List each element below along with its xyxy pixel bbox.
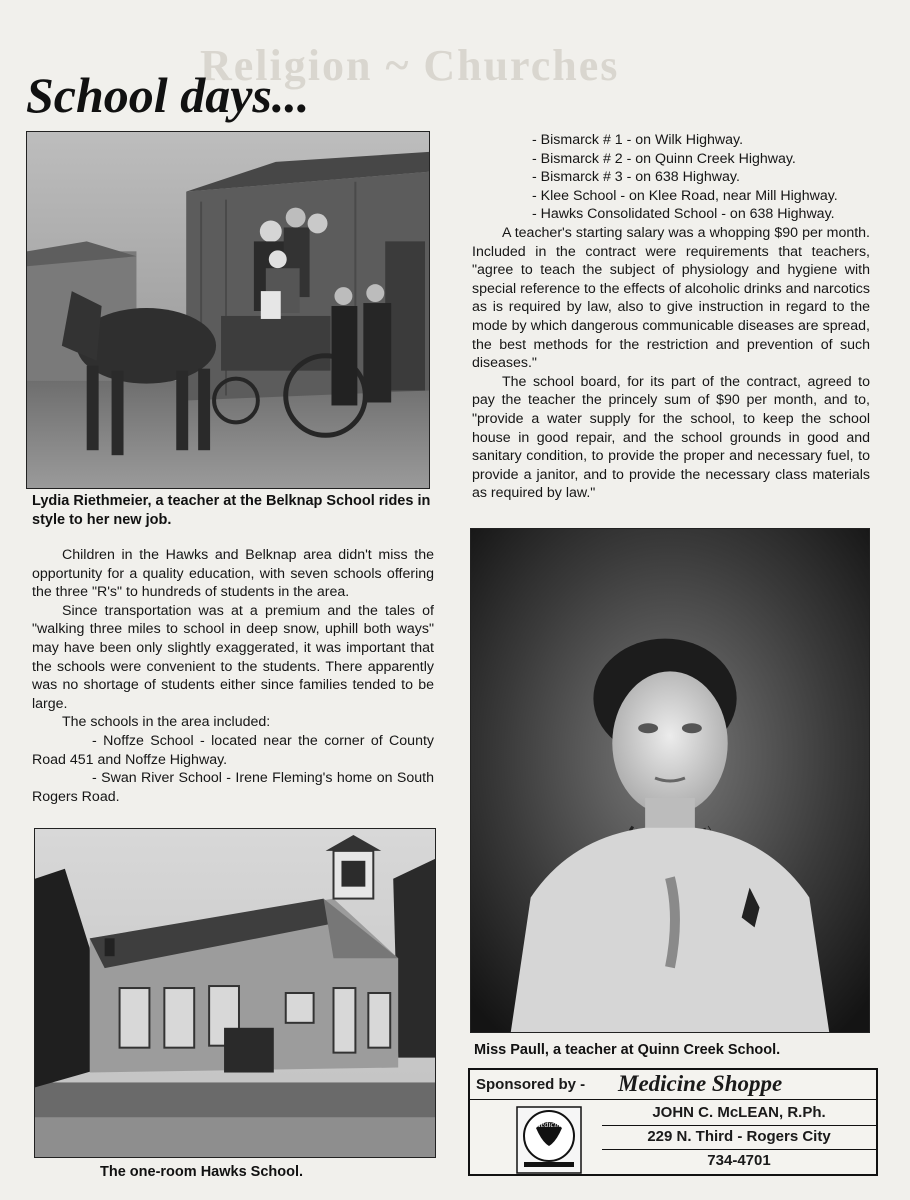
sponsor-address: 229 N. Third - Rogers City bbox=[602, 1126, 876, 1150]
article-paragraph: Children in the Hawks and Belknap area didn't miss the opportunity for a quality education, with seven schools offering the three "R's" to hundreds of students in the area. bbox=[32, 547, 434, 601]
left-article-column bbox=[32, 546, 434, 806]
miss-paull-portrait bbox=[470, 528, 870, 1033]
sponsor-brand: Medicine Shoppe bbox=[618, 1071, 783, 1096]
horse-wagon-photo bbox=[26, 131, 430, 489]
photo-caption-hawks-school: The one-room Hawks School. bbox=[100, 1164, 304, 1180]
article-paragraph: The school board, for its part of the contract, agreed to pay the teacher the princely sum of $90 per month, and to, "provide a water supply for the school, to keep the school house in good repair, and the school grounds in good and sanitary condition, to provide the proper and necessary fuel, to provide a janitor, and to provide the necessary class materials as required by law." bbox=[472, 373, 870, 502]
school-list-item: - Bismarck # 1 - on Wilk Highway. bbox=[532, 132, 744, 148]
sponsor-phone: 734-4701 bbox=[707, 1152, 771, 1169]
article-paragraph: The schools in the area included: bbox=[62, 714, 271, 731]
school-list-item: - Bismarck # 3 - on 638 Highway. bbox=[532, 169, 740, 186]
school-list-item: - Noffze School - located near the corner of County Road 451 and Noffze Highway. bbox=[32, 732, 434, 768]
sponsor-label: Sponsored by - bbox=[476, 1076, 586, 1093]
article-paragraph: A teacher's starting salary was a whopping $90 per month. Included in the contract were requirements that teachers, "agree to teach the subject of physiology and hygiene with special reference to the effects of alcoholic drinks and narcotics as is required by law, also to give instruction in regard to the mode by which dangerous communicable diseases are spread, the best methods for the restriction and prevention of such diseases." bbox=[472, 224, 870, 372]
schoolhouse-photo bbox=[34, 828, 436, 1158]
sponsor-header-row bbox=[470, 1070, 876, 1100]
school-list-item: - Swan River School - Irene Fleming's home on South Rogers Road. bbox=[32, 770, 434, 805]
school-list bbox=[32, 732, 434, 806]
sponsor-pharmacist: JOHN C. McLEAN, R.Ph. bbox=[602, 1102, 876, 1126]
photo-caption-riethmeier: Lydia Riethmeier, a teacher at the Belknap School rides in style to her new job. bbox=[32, 493, 431, 528]
svg-text:Medicine: Medicine bbox=[534, 1120, 564, 1129]
medicine-shoppe-logo bbox=[516, 1106, 582, 1174]
school-list-item: - Klee School - on Klee Road, near Mill Highway. bbox=[532, 187, 838, 204]
bleed-through-text: Religion ~ Churches bbox=[200, 41, 620, 90]
sponsor-box bbox=[468, 1068, 878, 1176]
photo-caption-miss-paull: Miss Paull, a teacher at Quinn Creek School. bbox=[474, 1042, 781, 1058]
right-article-column bbox=[472, 131, 870, 503]
school-list-item: - Bismarck # 2 - on Quinn Creek Highway. bbox=[532, 150, 796, 167]
page-headline: School days... bbox=[26, 67, 310, 123]
school-list-item: - Hawks Consolidated School - on 638 Highway. bbox=[532, 206, 835, 223]
article-paragraph: Since transportation was at a premium and the tales of "walking three miles to school in deep snow, uphill both ways" may have been only slightly exaggerated, it was important that the schools were convenient to the students. There apparently was no shortage of students either since families tended to be large. bbox=[32, 602, 434, 712]
school-list bbox=[472, 131, 870, 224]
